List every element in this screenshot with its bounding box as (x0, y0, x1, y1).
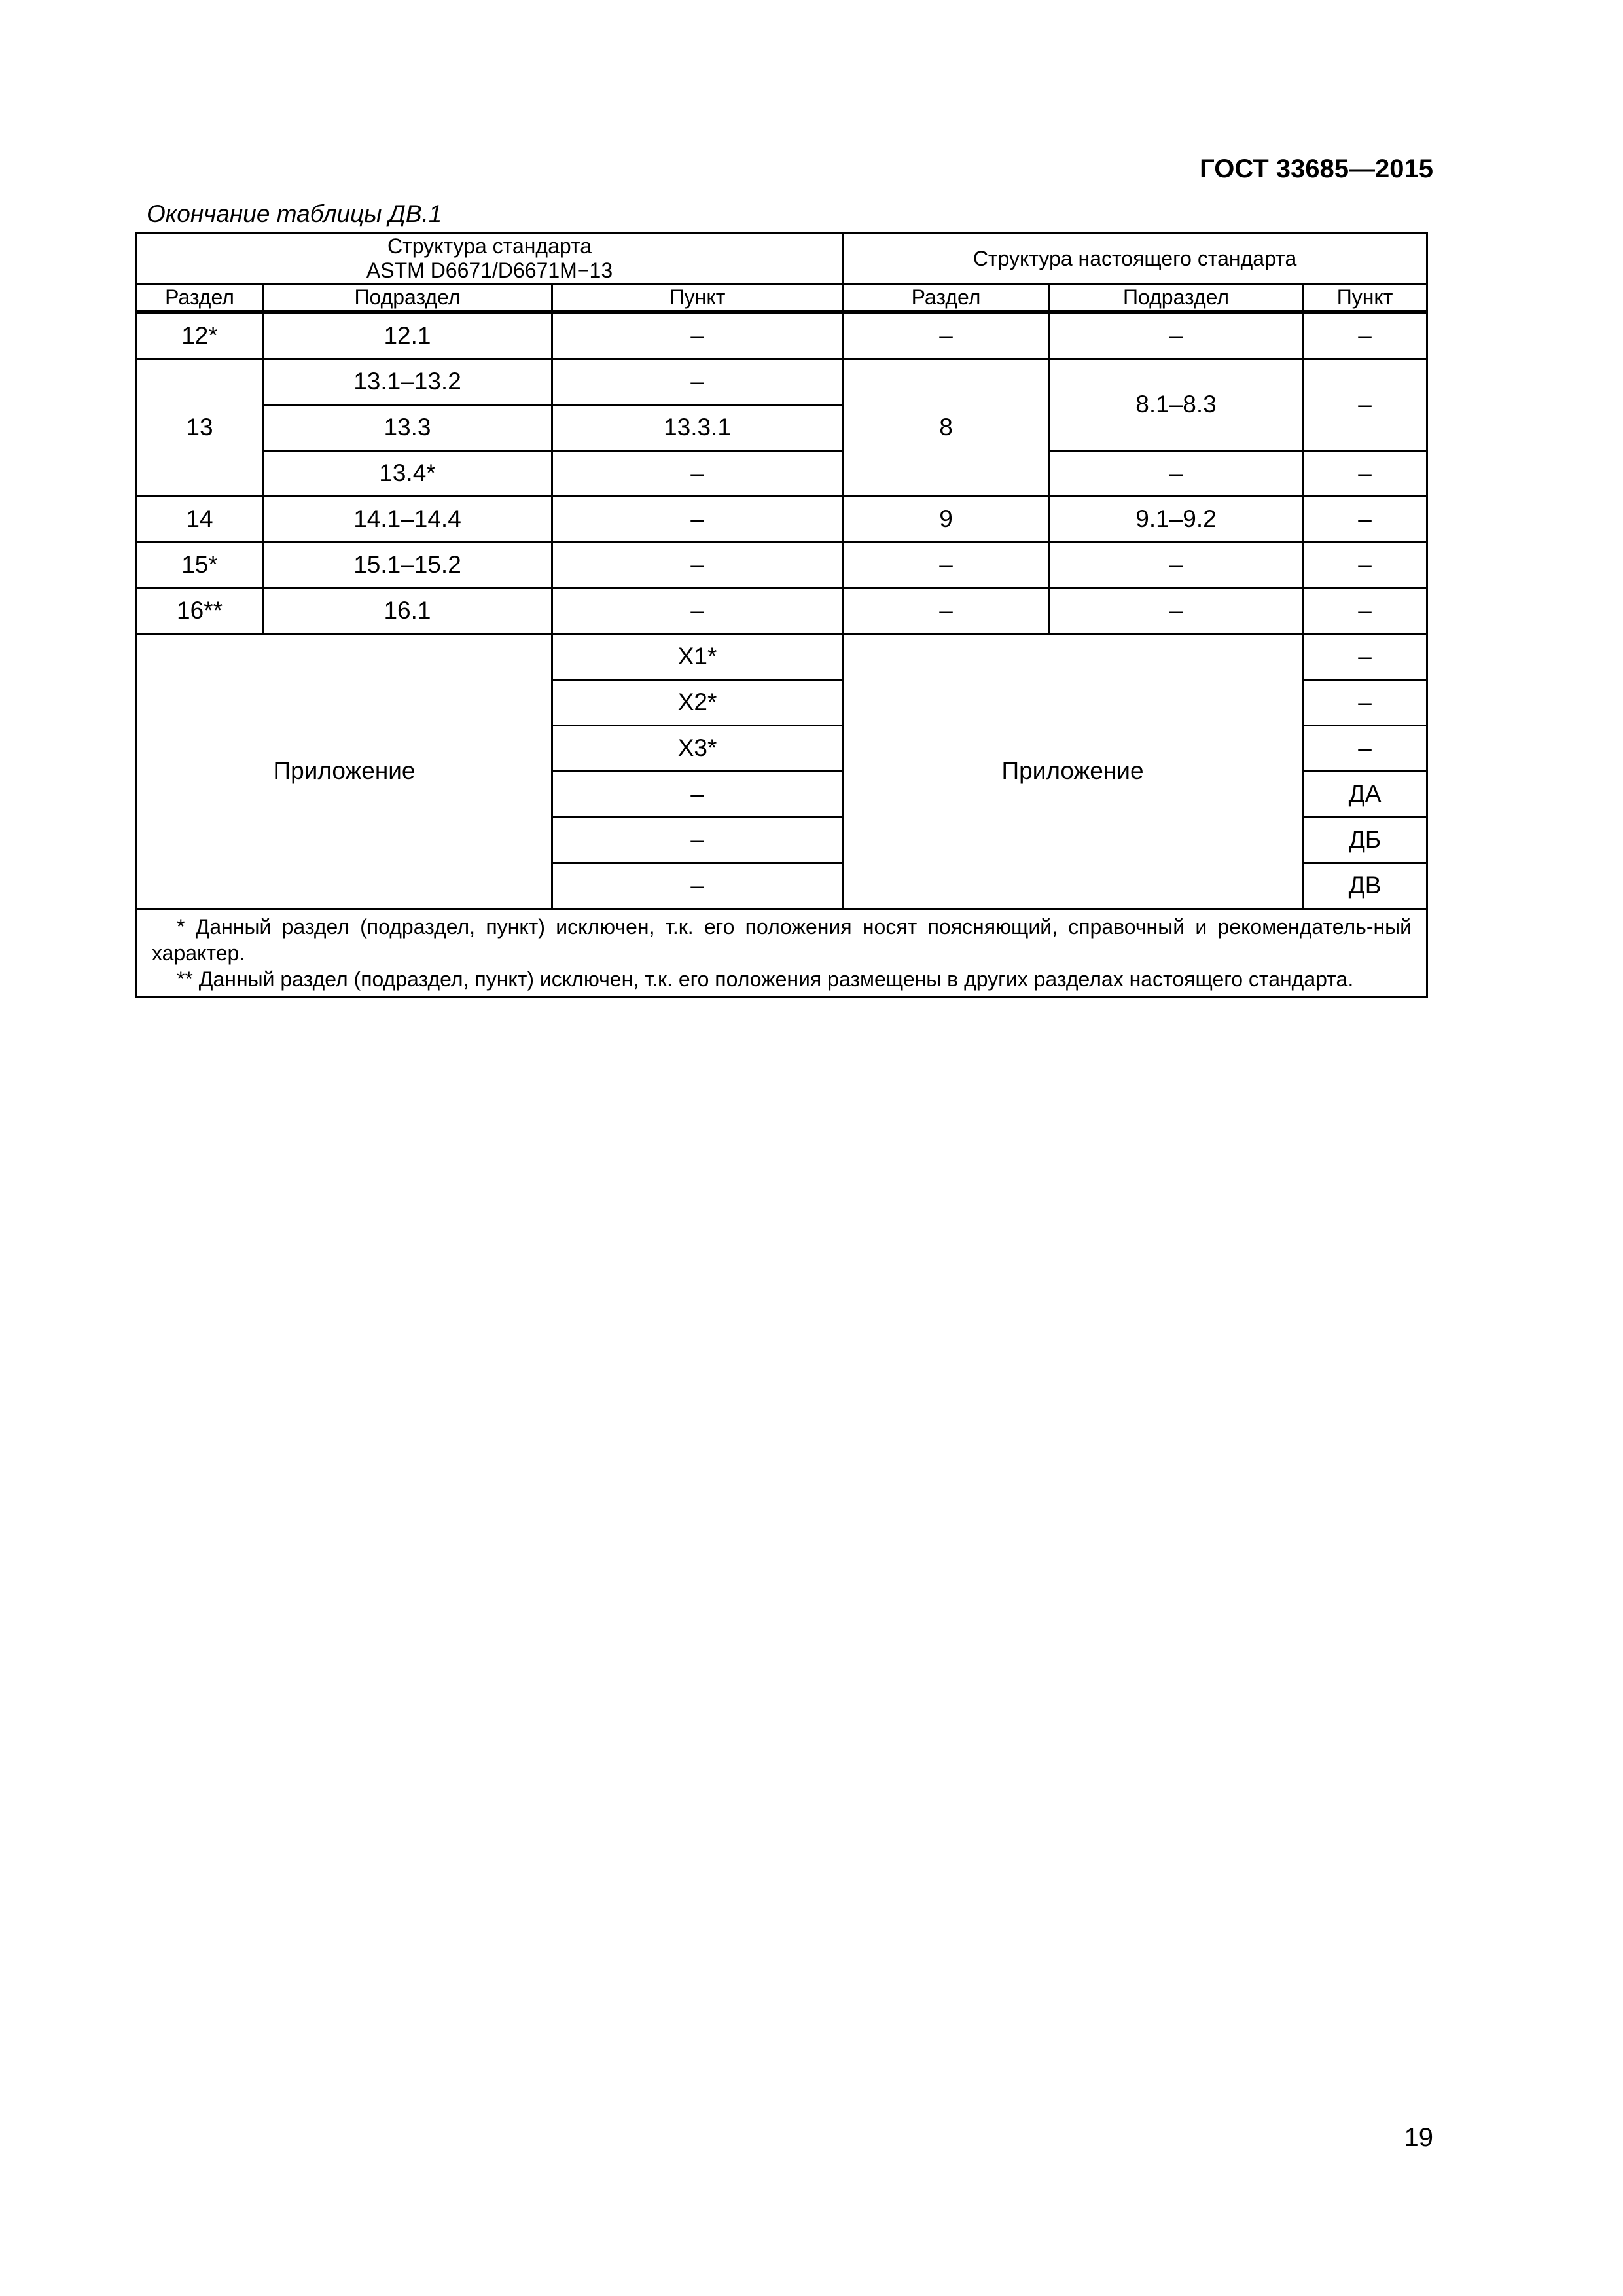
cell-clause-this: – (1303, 450, 1427, 496)
table-row (137, 359, 1427, 404)
appendix-label-this: Приложение (843, 634, 1303, 908)
appendix-item-this: ДБ (1303, 817, 1427, 863)
group-header-astm-code: ASTM D6671/D6671M−13 (366, 259, 613, 282)
table-row (137, 496, 1427, 542)
appendix-item-astm: X1* (552, 634, 843, 679)
appendix-item-this: – (1303, 634, 1427, 679)
appendix-item-astm: – (552, 817, 843, 863)
appendix-item-astm: – (552, 863, 843, 908)
appendix-item-this: ДА (1303, 771, 1427, 817)
appendix-item-this: – (1303, 679, 1427, 725)
cell-subsection-this: 9.1–9.2 (1050, 496, 1303, 542)
cell-clause: – (552, 496, 843, 542)
cell-section-this: – (843, 312, 1050, 359)
cell-clause: 13.3.1 (552, 404, 843, 450)
cell-clause: – (552, 359, 843, 404)
group-header-astm (137, 233, 843, 285)
cell-subsection-this: – (1050, 542, 1303, 588)
cell-subsection: 13.3 (263, 404, 552, 450)
cell-clause-this: – (1303, 359, 1427, 450)
appendix-row (137, 634, 1427, 679)
cell-subsection-this: – (1050, 588, 1303, 634)
appendix-item-astm: X2* (552, 679, 843, 725)
cell-subsection: 15.1–15.2 (263, 542, 552, 588)
appendix-item-astm: X3* (552, 725, 843, 771)
group-header-row (137, 233, 1427, 285)
cell-clause-this: – (1303, 542, 1427, 588)
page-number: 19 (1404, 2123, 1433, 2152)
col-header-section-this: Раздел (843, 285, 1050, 312)
col-header-section-astm: Раздел (137, 285, 263, 312)
cell-section-this: – (843, 588, 1050, 634)
cell-subsection: 13.4* (263, 450, 552, 496)
appendix-item-this: – (1303, 725, 1427, 771)
table-row (137, 542, 1427, 588)
cell-clause-this: – (1303, 312, 1427, 359)
document-code: ГОСТ 33685—2015 (1200, 154, 1433, 183)
footnote-double-asterisk: ** Данный раздел (подраздел, пункт) исключен, т.к. его положения размещены в других разделах настоящего стандарта. (177, 967, 1354, 991)
appendix-label-astm: Приложение (137, 634, 552, 908)
cell-clause: – (552, 542, 843, 588)
cell-clause: – (552, 588, 843, 634)
cell-clause-this: – (1303, 588, 1427, 634)
col-header-clause-astm: Пункт (552, 285, 843, 312)
cell-subsection: 16.1 (263, 588, 552, 634)
cell-section: 15* (137, 542, 263, 588)
group-header-astm-title: Структура стандарта (387, 234, 592, 259)
cell-section-this: 8 (843, 359, 1050, 496)
table-row (137, 312, 1427, 359)
footnote-single-asterisk: * Данный раздел (подраздел, пункт) исключен, т.к. его положения носят поясняющий, справочный и рекомендатель-ный характер. (152, 914, 1412, 965)
group-header-this-standard: Структура настоящего стандарта (843, 233, 1427, 285)
cell-clause: – (552, 312, 843, 359)
cell-subsection: 13.1–13.2 (263, 359, 552, 404)
cell-section: 14 (137, 496, 263, 542)
cell-subsection: 14.1–14.4 (263, 496, 552, 542)
cell-clause: – (552, 450, 843, 496)
appendix-item-this: ДВ (1303, 863, 1427, 908)
cell-subsection-this: – (1050, 450, 1303, 496)
cell-section: 12* (137, 312, 263, 359)
cell-clause-this: – (1303, 496, 1427, 542)
cell-section: 16** (137, 588, 263, 634)
col-header-subsection-astm: Подраздел (263, 285, 552, 312)
table-caption: Окончание таблицы ДВ.1 (147, 200, 442, 227)
cell-section: 13 (137, 359, 263, 496)
appendix-item-astm: – (552, 771, 843, 817)
col-header-clause-this: Пункт (1303, 285, 1427, 312)
cell-subsection: 12.1 (263, 312, 552, 359)
column-header-row (137, 285, 1427, 312)
footnotes-cell (137, 908, 1427, 997)
cell-section-this: 9 (843, 496, 1050, 542)
cell-subsection-this: 8.1–8.3 (1050, 359, 1303, 450)
table-row (137, 588, 1427, 634)
cell-subsection-this: – (1050, 312, 1303, 359)
footnote-row (137, 908, 1427, 997)
cell-section-this: – (843, 542, 1050, 588)
col-header-subsection-this: Подраздел (1050, 285, 1303, 312)
table-row (137, 450, 1427, 496)
structure-table (135, 232, 1428, 998)
